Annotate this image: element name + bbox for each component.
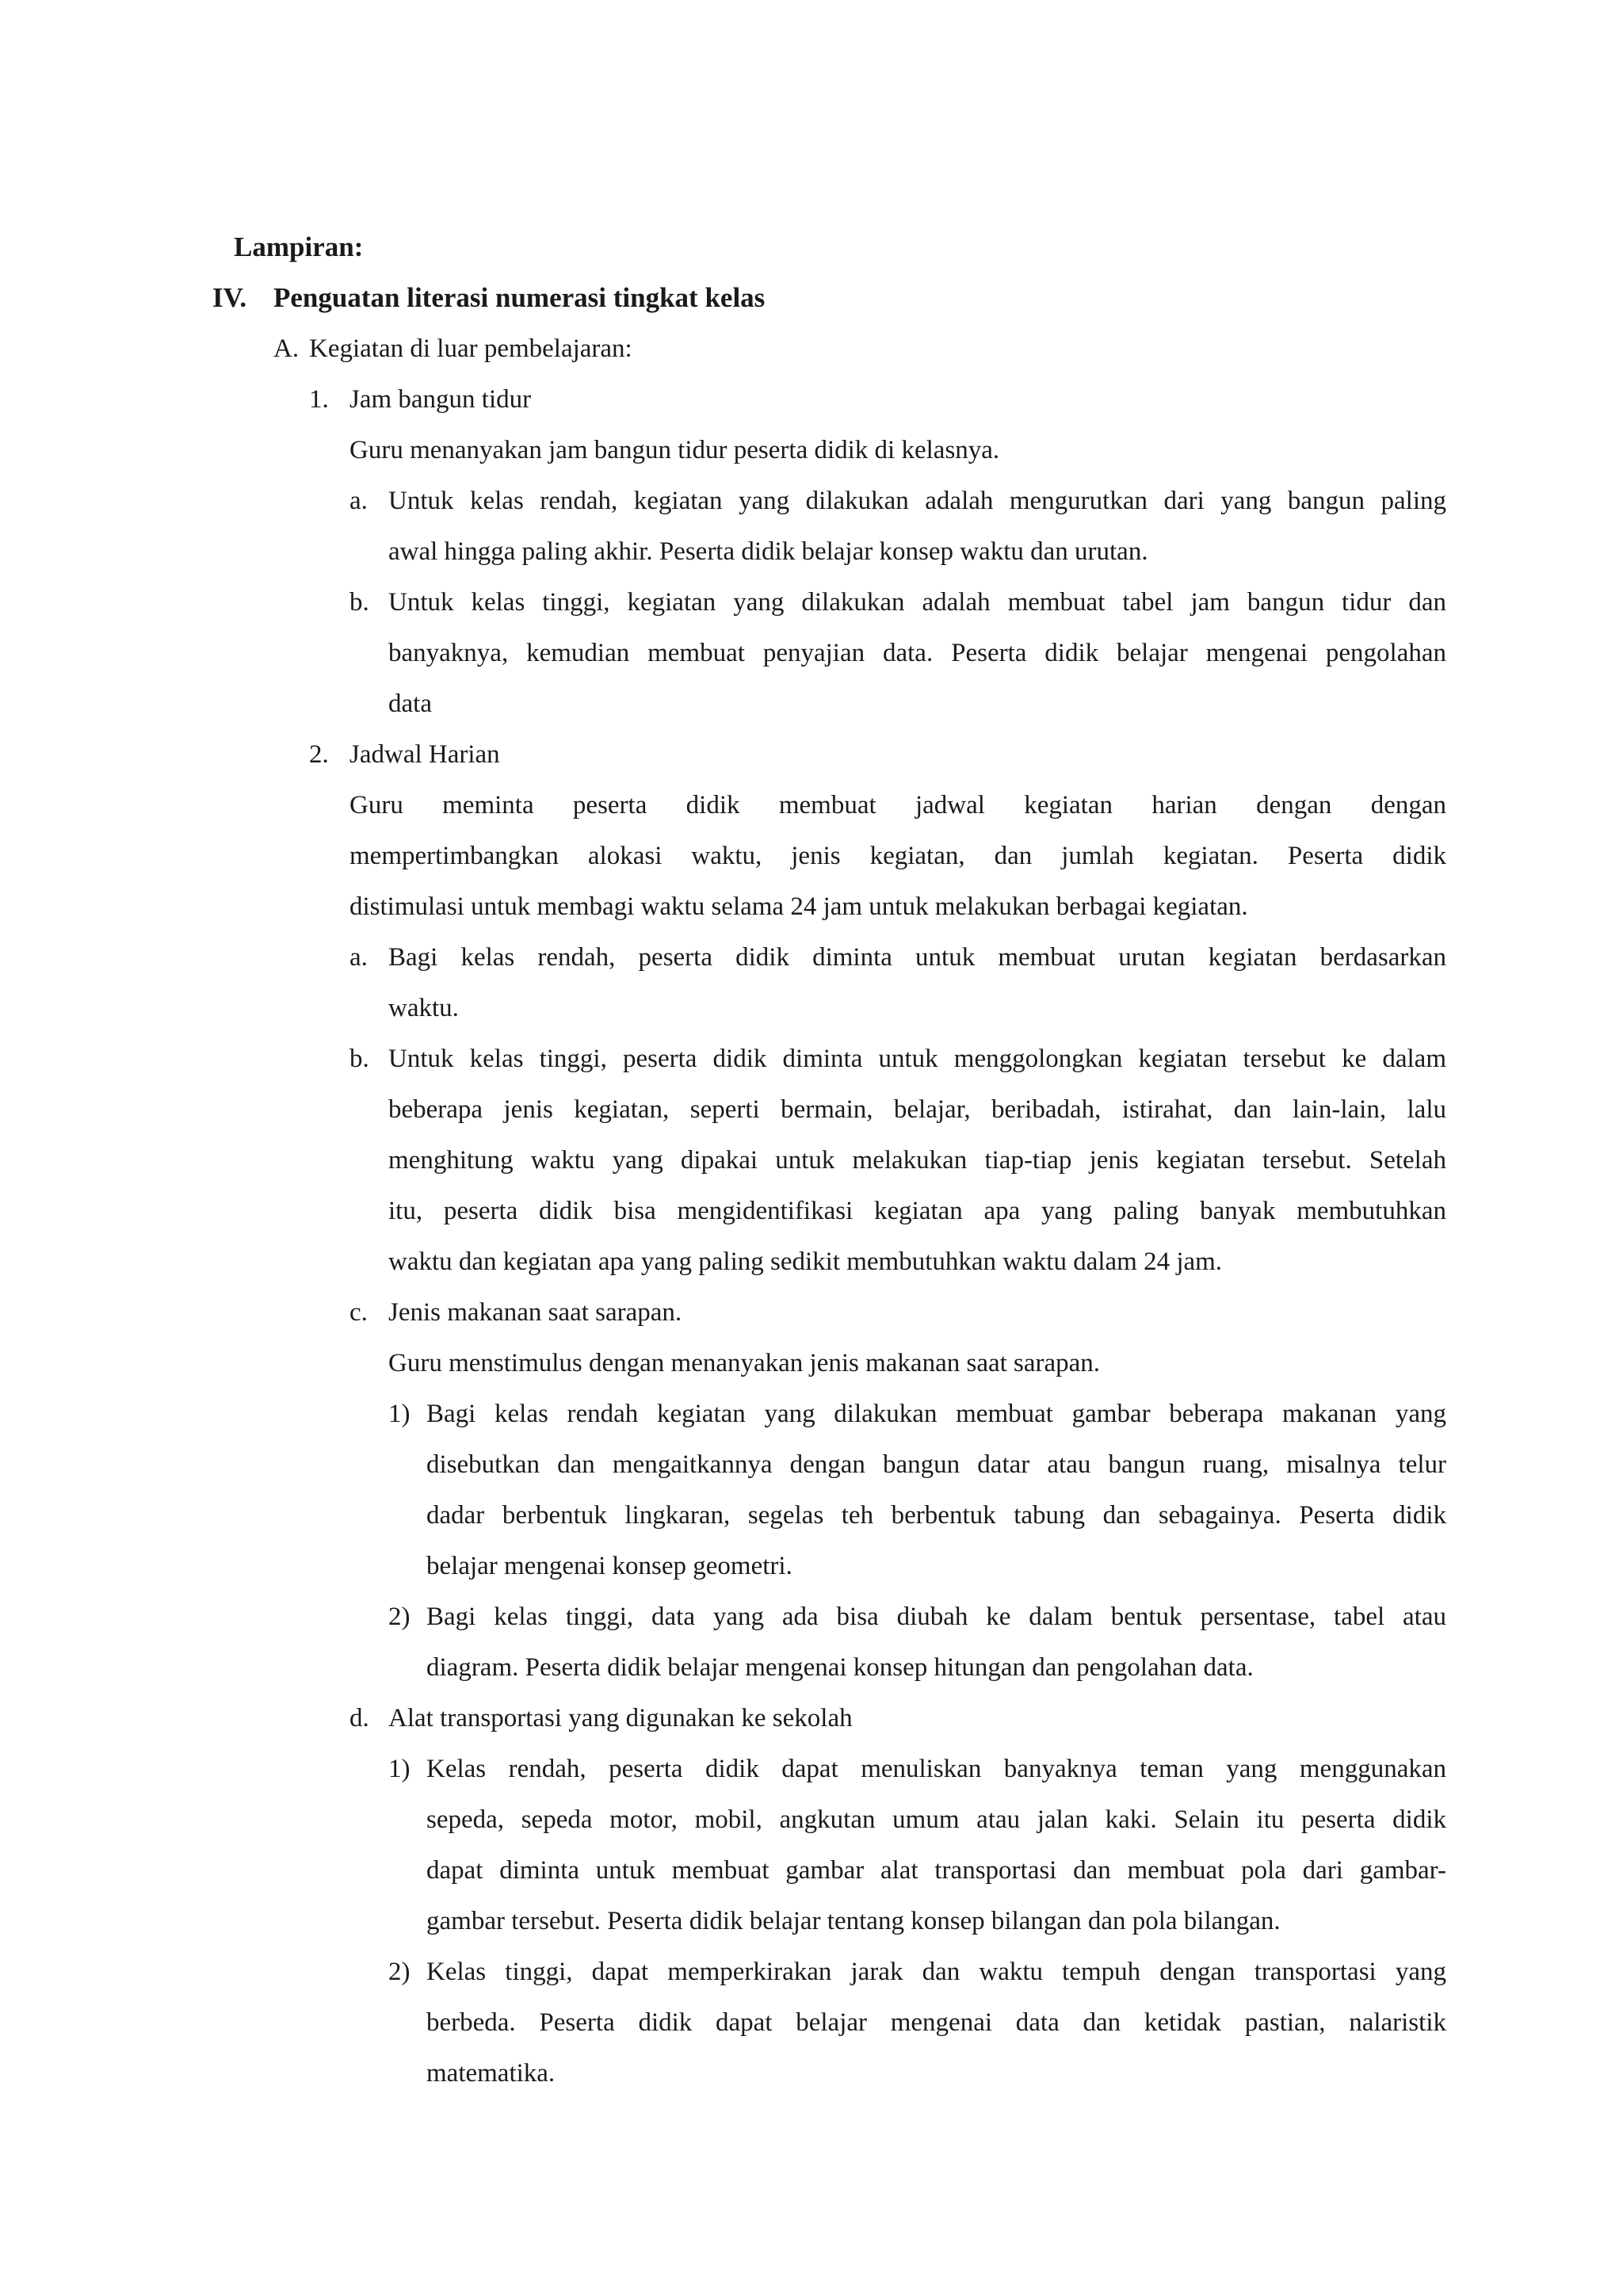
paragraph-line: Guru meminta peserta didik membuat jadwal kegiatan harian dengan dengan: [349, 791, 1446, 819]
paragraph-line: belajar mengenai konsep geometri.: [426, 1552, 792, 1580]
paragraph-line: disebutkan dan mengaitkannya dengan bangun datar atau bangun ruang, misalnya telur: [426, 1450, 1446, 1479]
lampiran-label: Lampiran:: [234, 231, 364, 262]
paragraph-line: berbeda. Peserta didik dapat belajar mengenai data dan ketidak pastian, nalaristik: [426, 2008, 1446, 2037]
item-number: 2.: [309, 740, 329, 769]
subsection-title: Kegiatan di luar pembelajaran:: [309, 334, 632, 363]
list-marker: b.: [349, 588, 369, 617]
paragraph-line: Bagi kelas rendah kegiatan yang dilakukan membuat gambar beberapa makanan yang: [426, 1400, 1446, 1428]
list-marker: c.: [349, 1298, 368, 1327]
list-marker: b.: [349, 1045, 369, 1073]
paragraph-line: dapat diminta untuk membuat gambar alat transportasi dan membuat pola dari gambar-: [426, 1856, 1446, 1885]
paragraph-line: Bagi kelas tinggi, data yang ada bisa diubah ke dalam bentuk persentase, tabel atau: [426, 1603, 1446, 1631]
paragraph-line: Untuk kelas tinggi, kegiatan yang dilakukan adalah membuat tabel jam bangun tidur dan: [388, 588, 1446, 617]
paragraph-line: gambar tersebut. Peserta didik belajar tentang konsep bilangan dan pola bilangan.: [426, 1907, 1281, 1935]
subitem-title: Alat transportasi yang digunakan ke sekolah: [388, 1704, 853, 1733]
paragraph-line: banyaknya, kemudian membuat penyajian data. Peserta didik belajar mengenai pengolahan: [388, 639, 1446, 667]
list-marker: 2): [388, 1603, 411, 1631]
item-title: Jadwal Harian: [349, 740, 500, 769]
item-title: Jam bangun tidur: [349, 385, 532, 414]
list-marker: 2): [388, 1958, 411, 1986]
list-marker: 1): [388, 1755, 411, 1783]
paragraph-line: Kelas rendah, peserta didik dapat menuliskan banyaknya teman yang menggunakan: [426, 1755, 1446, 1783]
paragraph-line: Untuk kelas rendah, kegiatan yang dilakukan adalah mengurutkan dari yang bangun paling: [388, 487, 1446, 515]
paragraph-line: dadar berbentuk lingkaran, segelas teh berbentuk tabung dan sebagainya. Peserta didik: [426, 1501, 1446, 1530]
paragraph-line: awal hingga paling akhir. Peserta didik belajar konsep waktu dan urutan.: [388, 537, 1148, 566]
paragraph-line: waktu.: [388, 994, 459, 1022]
paragraph-line: data: [388, 690, 432, 718]
section-number: IV.: [212, 282, 247, 313]
paragraph-line: beberapa jenis kegiatan, seperti bermain, belajar, beribadah, istirahat, dan lain-lain, lalu: [388, 1095, 1446, 1124]
list-marker: a.: [349, 943, 368, 972]
list-marker: d.: [349, 1704, 369, 1733]
list-marker: 1): [388, 1400, 411, 1428]
paragraph-line: Bagi kelas rendah, peserta didik diminta untuk membuat urutan kegiatan berdasarkan: [388, 943, 1446, 972]
item-number: 1.: [309, 385, 329, 414]
subitem-title: Jenis makanan saat sarapan.: [388, 1298, 682, 1327]
paragraph-line: Guru menstimulus dengan menanyakan jenis makanan saat sarapan.: [388, 1349, 1101, 1377]
paragraph-line: matematika.: [426, 2059, 556, 2088]
list-marker: a.: [349, 487, 368, 515]
paragraph-line: diagram. Peserta didik belajar mengenai konsep hitungan dan pengolahan data.: [426, 1653, 1254, 1682]
paragraph-line: Untuk kelas tinggi, peserta didik diminta untuk menggolongkan kegiatan tersebut ke dalam: [388, 1045, 1446, 1073]
paragraph-line: Kelas tinggi, dapat memperkirakan jarak dan waktu tempuh dengan transportasi yang: [426, 1958, 1446, 1986]
subsection-letter: A.: [273, 334, 300, 363]
paragraph-line: itu, peserta didik bisa mengidentifikasi kegiatan apa yang paling banyak membutuhkan: [388, 1197, 1446, 1225]
paragraph-line: sepeda, sepeda motor, mobil, angkutan umum atau jalan kaki. Selain itu peserta didik: [426, 1805, 1446, 1834]
paragraph-line: mempertimbangkan alokasi waktu, jenis kegiatan, dan jumlah kegiatan. Peserta didik: [349, 842, 1446, 870]
paragraph-line: waktu dan kegiatan apa yang paling sedikit membutuhkan waktu dalam 24 jam.: [388, 1247, 1223, 1276]
paragraph-line: menghitung waktu yang dipakai untuk melakukan tiap-tiap jenis kegiatan tersebut. Setelah: [388, 1146, 1446, 1175]
section-title: Penguatan literasi numerasi tingkat kelas: [273, 282, 766, 313]
paragraph-line: Guru menanyakan jam bangun tidur peserta didik di kelasnya.: [349, 436, 1000, 464]
paragraph-line: distimulasi untuk membagi waktu selama 24 jam untuk melakukan berbagai kegiatan.: [349, 892, 1248, 921]
